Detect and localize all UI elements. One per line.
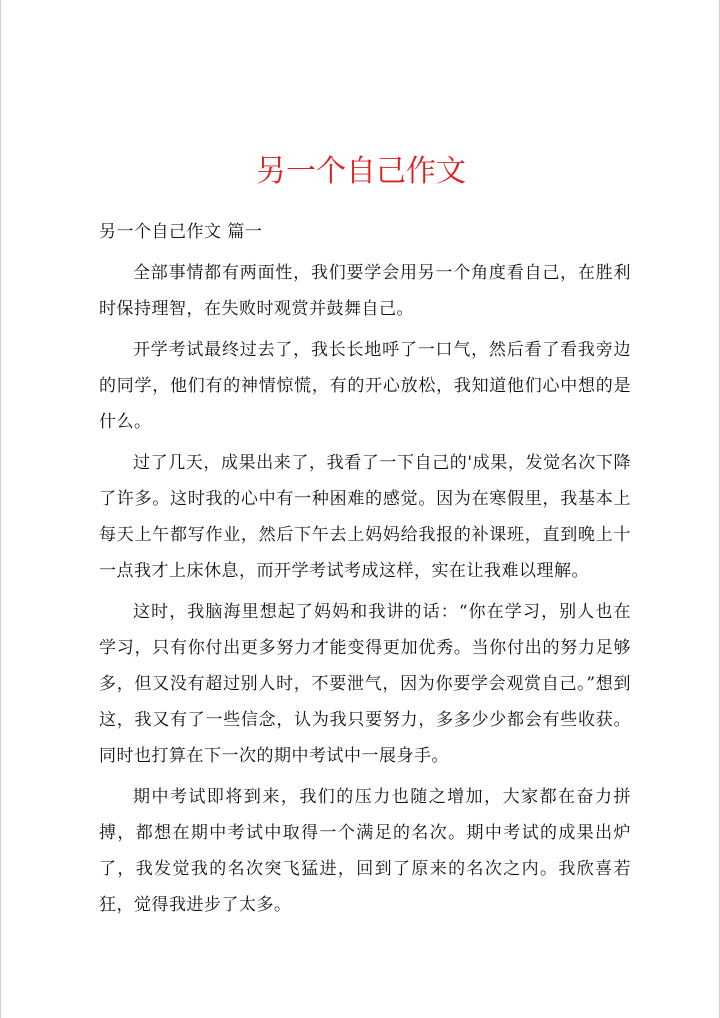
document-title: 另一个自己作文 <box>256 154 466 189</box>
document-body <box>99 214 631 928</box>
paragraph-5: 期中考试即将到来，我们的压力也随之增加，大家都在奋力拼搏，都想在期中考试中取得一个满足的名次。期中考试的成果出炉了，我发觉我的名次突飞猛进，回到了原来的名次之内。我欣喜若狂，觉得我进步了太多。 <box>99 787 631 915</box>
section-heading: 另一个自己作文 篇一 <box>99 222 263 242</box>
paragraph-2: 开学考试最终过去了，我长长地呼了一口气，然后看了看我旁边的同学，他们有的神情惊慌，有的开心放松，我知道他们心中想的是什么。 <box>99 340 631 432</box>
paragraph-4: 这时，我脑海里想起了妈妈和我讲的话：“你在学习，别人也在学习，只有你付出更多努力才能变得更加优秀。当你付出的努力足够多，但又没有超过别人时，不要泄气，因为你要学会观赏自己。”想到这，我又有了一些信念，认为我只要努力，多多少少都会有些收获。同时也打算在下一次的期中考试中一展身手。 <box>99 602 631 766</box>
paragraph-1: 全部事情都有两面性，我们要学会用另一个角度看自己，在胜利时保持理智，在失败时观赏并鼓舞自己。 <box>99 263 631 319</box>
paragraph-3: 过了几天，成果出来了，我看了一下自己的'成果，发觉名次下降了许多。这时我的心中有一种困难的感觉。因为在寒假里，我基本上每天上午都写作业，然后下午去上妈妈给我报的补课班，直到晚上十一点我才上床休息，而开学考试考成这样，实在让我难以理解。 <box>99 453 631 581</box>
